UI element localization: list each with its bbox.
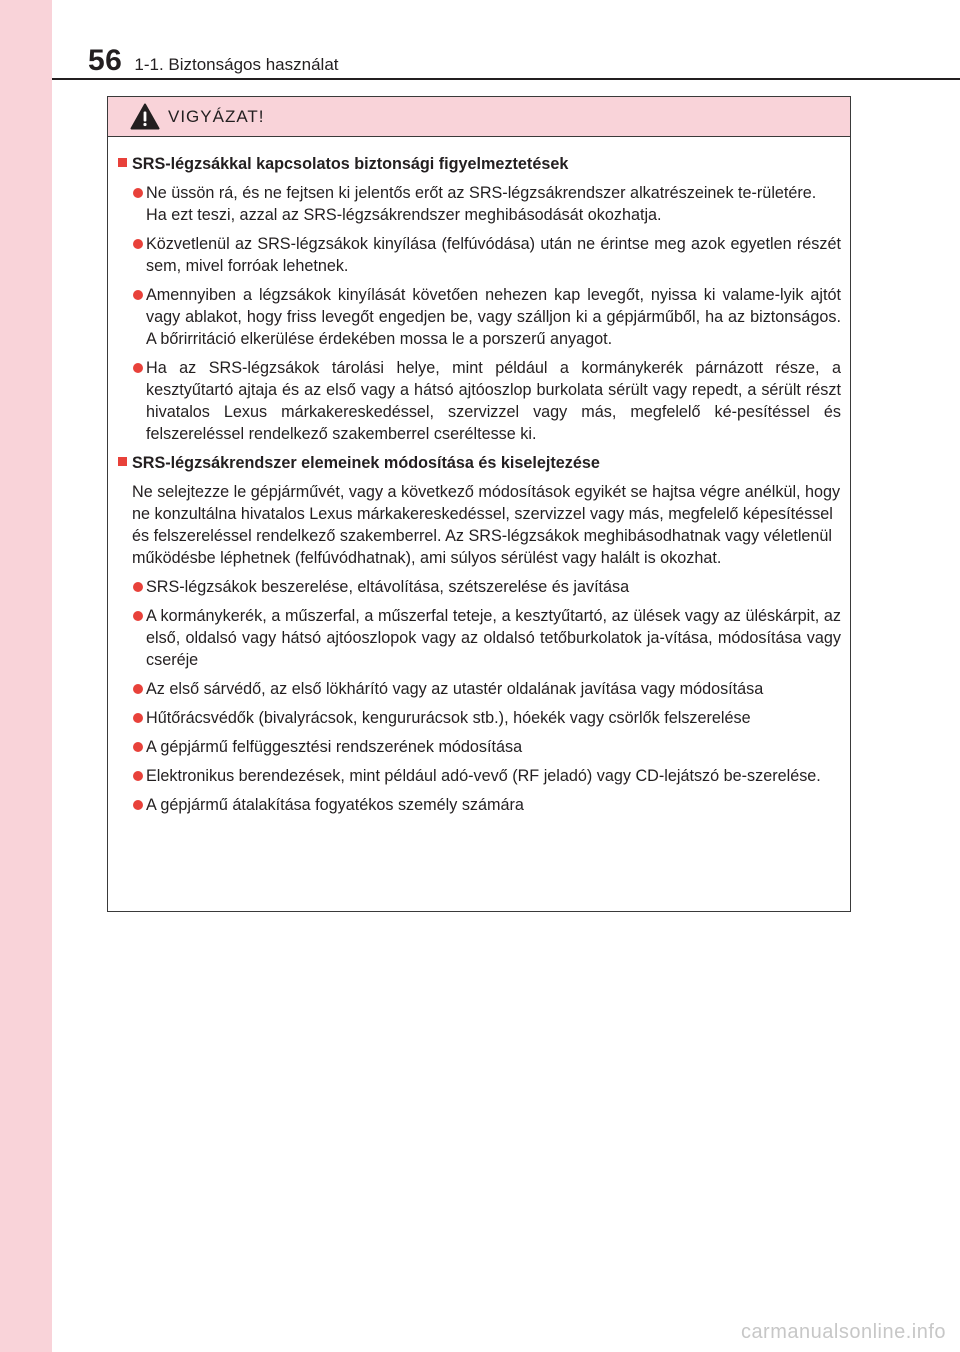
- bullet-text: SRS-légzsákok beszerelése, eltávolítása, szétszerelése és javítása: [146, 578, 630, 596]
- round-bullet-icon: [133, 363, 143, 373]
- section-intro: Ne selejtezze le gépjárművét, vagy a következő módosítások egyikét se hajtsa végre anélkül, hogy ne konzultálna hivatalos Lexus márkakereskedéssel, szervizzel vagy más, megfelelő képesítéssel és felszereléssel rendelkező szakemberrel. Az SRS-légzsákok meghibásodhatnak vagy véletlenül működésbe léphetnek (felfúvódhatnak), ami súlyos sérülést vagy halált is okozhat.: [132, 483, 841, 567]
- bullet-item: [117, 284, 841, 350]
- round-bullet-icon: [133, 713, 143, 723]
- warning-content: [117, 153, 841, 823]
- section-heading-text: SRS-légzsákrendszer elemeinek módosítása és kiselejtezése: [132, 454, 600, 472]
- side-color-strip: [0, 0, 52, 1352]
- bullet-item: [117, 182, 841, 226]
- bullet-text: Közvetlenül az SRS-légzsákok kinyílása (felfúvódása) után ne érintse meg azok egyetlen részét sem, mivel forróak lehetnek.: [146, 235, 841, 275]
- bullet-text: A gépjármű felfüggesztési rendszerének módosítása: [146, 738, 523, 756]
- round-bullet-icon: [133, 742, 143, 752]
- round-bullet-icon: [133, 800, 143, 810]
- bullet-item: [117, 707, 841, 729]
- bullet-item: [117, 678, 841, 700]
- bullet-item: [117, 794, 841, 816]
- round-bullet-icon: [133, 771, 143, 781]
- warning-title: VIGYÁZAT!: [168, 106, 265, 126]
- round-bullet-icon: [133, 684, 143, 694]
- bullet-text: Elektronikus berendezések, mint például adó-vevő (RF jeladó) vagy CD-lejátszó be-szerelése.: [146, 767, 821, 785]
- round-bullet-icon: [133, 611, 143, 621]
- bullet-item: [117, 765, 841, 787]
- header-rule: [52, 78, 960, 80]
- warning-box: [107, 96, 851, 912]
- bullet-item: [117, 576, 841, 598]
- round-bullet-icon: [133, 239, 143, 249]
- bullet-text: Hűtőrácsvédők (bivalyrácsok, kengururácsok stb.), hóekék vagy csörlők felszerelése: [146, 709, 751, 727]
- section-heading: [117, 452, 841, 474]
- bullet-text: Ha ezt teszi, azzal az SRS-légzsákrendszer meghibásodását okozhatja.: [146, 206, 662, 224]
- bullet-text: Ne üssön rá, és ne fejtsen ki jelentős erőt az SRS-légzsákrendszer alkatrészeinek te-rületére.: [146, 184, 817, 202]
- section-title: 1-1. Biztonságos használat: [134, 55, 339, 74]
- watermark: carmanualsonline.info: [740, 1321, 946, 1343]
- bullet-text: Az első sárvédő, az első lökhárító vagy az utastér oldalának javítása vagy módosítása: [146, 680, 764, 698]
- section-heading: [117, 153, 841, 175]
- warning-triangle-icon: [130, 103, 160, 130]
- bullet-item: [117, 357, 841, 445]
- round-bullet-icon: [133, 188, 143, 198]
- bullet-text: Ha az SRS-légzsákok tárolási helye, mint például a kormánykerék párnázott része, a kesztyűtartó ajtaja és az első vagy a hátsó ajtóoszlop burkolata sérült vagy repedt, a sérült részt hivatalos Lexus márkakereskedéssel, szervizzel vagy más, megfelelő ké-pesítéssel és felszereléssel rendelkező szakemberrel cseréltesse ki.: [146, 359, 841, 443]
- page-number: 56: [88, 44, 123, 77]
- bullet-text: Amennyiben a légzsákok kinyílását követően nehezen kap levegőt, nyissa ki valame-lyik ajtót vagy ablakot, hogy friss levegőt engedjen be, vagy szálljon ki a gépjárműből, ha az biztonságos. A bőrirritáció elkerülése érdekében mossa le a porszerű anyagot.: [146, 286, 841, 348]
- page-header: [88, 44, 339, 78]
- bullet-text: A gépjármű átalakítása fogyatékos személy számára: [146, 796, 524, 814]
- bullet-item: [117, 736, 841, 758]
- round-bullet-icon: [133, 582, 143, 592]
- warning-header: [108, 97, 850, 137]
- bullet-item: [117, 605, 841, 671]
- square-bullet-icon: [118, 158, 127, 167]
- section-heading-text: SRS-légzsákkal kapcsolatos biztonsági figyelmeztetések: [132, 155, 569, 173]
- square-bullet-icon: [118, 457, 127, 466]
- bullet-text: A kormánykerék, a műszerfal, a műszerfal teteje, a kesztyűtartó, az ülések vagy az üléskárpit, az első, oldalsó vagy hátsó ajtóoszlopok vagy az oldalsó tetőburkolatok ja-vítása, módosítása vagy cseréje: [146, 607, 841, 669]
- bullet-item: [117, 233, 841, 277]
- round-bullet-icon: [133, 290, 143, 300]
